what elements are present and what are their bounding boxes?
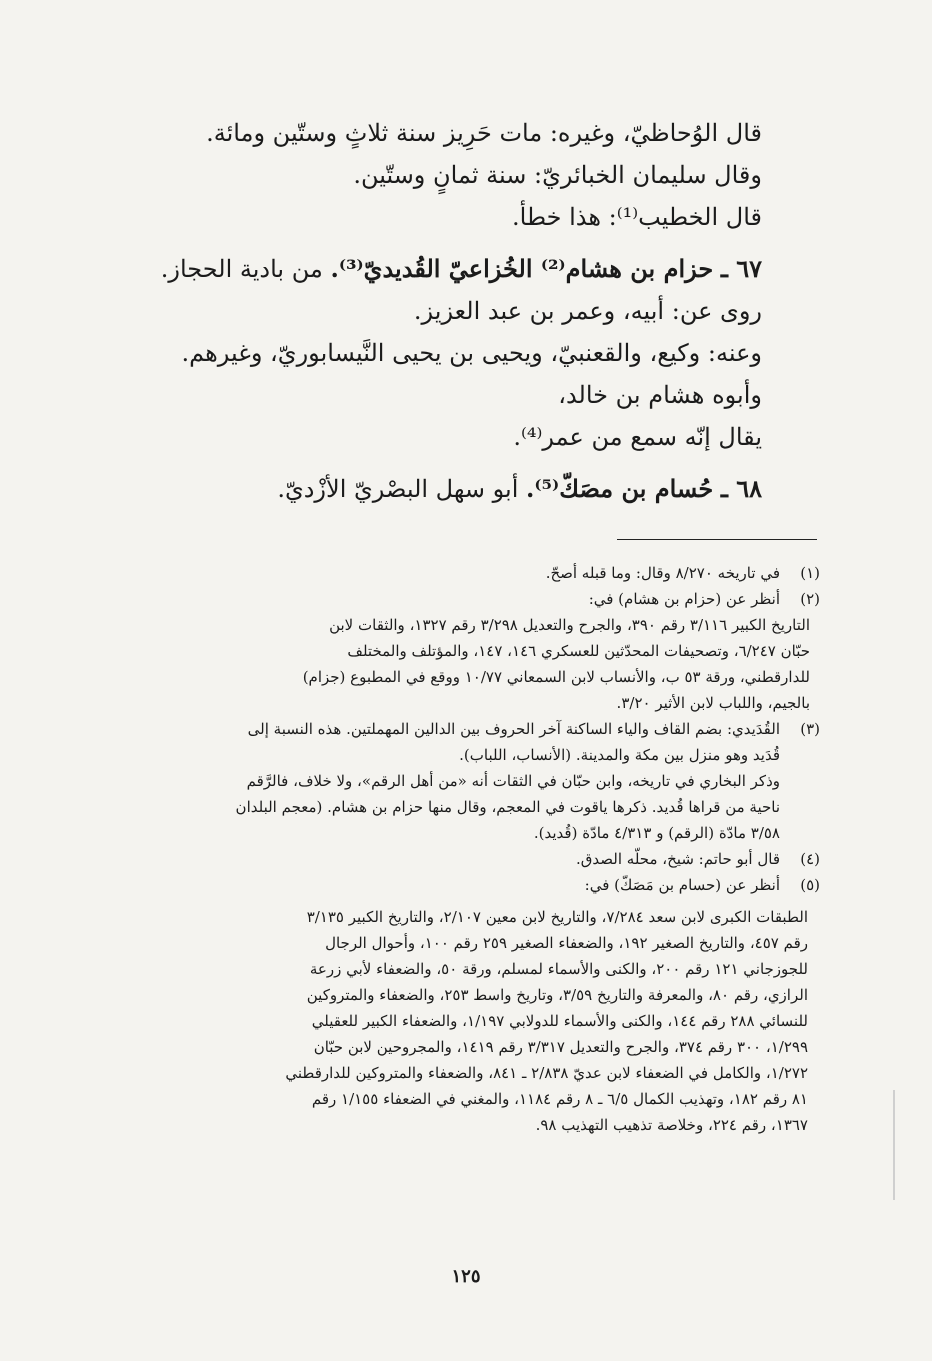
text-line: وقال سليمان الخبائريّ: سنة ثمانٍ وستّين.: [353, 161, 762, 189]
text-line: وأبوه هشام بن خالد،: [558, 381, 762, 409]
footnote: [130, 560, 820, 586]
footnote-number: (٤): [800, 850, 820, 868]
text-line: قال الوُحاظيّ، وغيره: مات حَرِيز سنة ثلاثٍ وستّين ومائة.: [206, 119, 762, 147]
footnote-line: للنسائي ٢٨٨ رقم ١٤٤، والكنى والأسماء للدولابي ١/١٩٧، والضعفاء الكبير للعقيلي: [311, 1012, 808, 1030]
text-line: قال الخطيب⁽¹⁾: هذا خطأ.: [512, 203, 762, 231]
footnote-line: التاريخ الكبير ٣/١١٦ رقم ٣٩٠، والجرح والتعديل ٣/٢٩٨ رقم ١٣٢٧، والثقات لابن: [329, 616, 810, 634]
footnote-separator: [617, 539, 817, 540]
entry-number: ٦٧ ـ: [720, 254, 762, 283]
footnote-line: بالجيم، واللباب لابن الأثير ٣/٢٠.: [616, 694, 810, 712]
footnote-number: (٢): [800, 590, 820, 608]
footnote-number: (٥): [800, 876, 820, 894]
footnote-number: (٣): [800, 720, 820, 738]
footnote-line: قال أبو حاتم: شيخ، محلّه الصدق.: [576, 850, 780, 868]
entry-68-heading: [142, 468, 762, 510]
footnote-line: للجوزجاني ١٢١ رقم ٢٠٠، والكنى والأسماء لمسلم، ورقة ٥٠، والضعفاء لأبي زرعة: [309, 960, 808, 978]
text-line: وعنه: وكيع، والقعنبيّ، ويحيى بن يحيى النَّيسابوريّ، وغيرهم.: [181, 339, 762, 367]
footnote-line: أنظر عن (حزام بن هشام) في:: [588, 590, 780, 608]
footnote-line: رقم ٤٥٧، والتاريخ الصغير ١٩٢، والضعفاء الصغير ٢٥٩ رقم ١٠٠، وأحوال الرجال: [325, 934, 808, 952]
entry-name: حزام بن هشام⁽²⁾ الخُزاعيّ القُديديّ⁽³⁾.: [330, 254, 714, 283]
footnote-line: ١/٢٧٢، والكامل في الضعفاء لابن عديّ ٢/٨٣٨ ـ ٨٤١، والضعفاء والمتروكين للدارقطني: [285, 1064, 808, 1082]
footnote-line: قُدَيد وهو منزل بين مكة والمدينة. (الأنساب، اللباب).: [459, 746, 780, 764]
footnote-line: أنظر عن (حسام بن مَصَكّ) في:: [584, 876, 780, 894]
footnote: [130, 586, 820, 716]
footnote: [130, 846, 820, 872]
footnote-line: الطبقات الكبرى لابن سعد ٧/٢٨٤، والتاريخ لابن معين ٢/١٠٧، والتاريخ الكبير ٣/١٣٥: [306, 908, 808, 926]
footnote-line: ٣/٥٨ مادّة (الرقم) و ٤/٣١٣ مادّة (قُديد).: [533, 824, 780, 842]
footnote-line: القُدَيدي: بضم القاف والياء الساكنة آخر الحروف بين الدالين المهملتين. هذه النسبة إلى: [247, 720, 780, 738]
entry-description: أبو سهل البصْريّ الأزْديّ.: [277, 475, 527, 503]
text-line: روى عن: أبيه، وعمر بن عبد العزيز.: [413, 297, 762, 325]
text-line: يقال إنّه سمع من عمر⁽⁴⁾.: [513, 423, 762, 451]
footnote: [130, 716, 820, 846]
footnote-number: (١): [800, 564, 820, 582]
footnote: [130, 872, 820, 1138]
footnote-line: ١٣٦٧، رقم ٢٢٤، وخلاصة تذهيب التهذيب ٩٨.: [535, 1116, 808, 1134]
footnote-line: ناحية من قراها قُديد. ذكرها ياقوت في المعجم، وقال منها حزام بن هشام. (معجم البلدان: [235, 798, 780, 816]
footnote-line: الرازي، رقم ٨٠، والمعرفة والتاريخ ٣/٥٩، وتاريخ واسط ٢٥٣، والضعفاء والمتروكين: [306, 986, 808, 1004]
footnote-line: حبّان ٦/٢٤٧، وتصحيفات المحدّثين للعسكري ١٤٦، ١٤٧، والمؤتلف والمختلف: [347, 642, 810, 660]
entry-number: ٦٨ ـ: [720, 474, 762, 503]
footnotes: [130, 560, 820, 1138]
footnote-line: للدارقطني، ورقة ٥٣ ب، والأنساب لابن السمعاني ١٠/٧٧ ووقع في المطبوع (جزام): [302, 668, 810, 686]
footnote-line: وذكر البخاري في تاريخه، وابن حبّان في الثقات أنه «من أهل الرقم»، ولا خلاف، فالرَّقم: [246, 772, 780, 790]
footnote-line: في تاريخه ٨/٢٧٠ وقال: وما قبله أصحّ.: [545, 564, 780, 582]
entry-description: من بادية الحجاز.: [160, 255, 331, 283]
entry-67-heading: [142, 248, 762, 290]
main-text: [142, 112, 762, 510]
page-number: ١٢٥: [451, 1266, 481, 1287]
scan-margin-line: [893, 1090, 895, 1200]
entry-name: حُسام بن مصَكّ⁽⁵⁾.: [526, 474, 714, 503]
footnote-line: ٨١ رقم ١٨٢، وتهذيب الكمال ٦/٥ ـ ٨ رقم ١١٨٤، والمغني في الضعفاء ١/١٥٥ رقم: [311, 1090, 808, 1108]
footnote-line: ١/٢٩٩، ٣٠٠ رقم ٣٧٤، والجرح والتعديل ٣/٣١٧ رقم ١٤١٩، والمجروحين لابن حبّان: [313, 1038, 808, 1056]
